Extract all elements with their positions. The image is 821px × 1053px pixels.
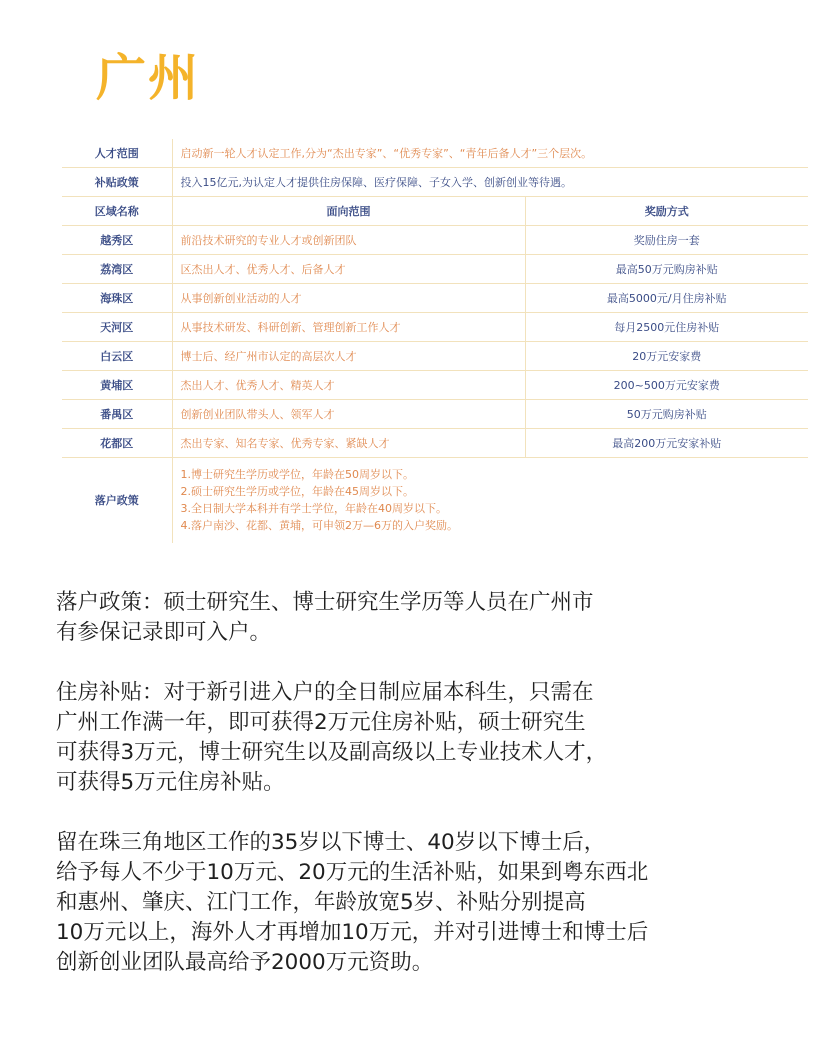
target-scope: 从事技术研发、科研创新、管理创新工作人才 (172, 312, 525, 341)
reward-method: 20万元安家费 (525, 341, 808, 370)
settlement-paragraph (56, 588, 816, 648)
reward-method: 最高200万元安家补贴 (525, 428, 808, 457)
text-line: 给予每人不少于10万元、20万元的生活补贴，如果到粤东西北 (56, 860, 649, 885)
table-row (62, 341, 808, 370)
talent-scope-row (62, 139, 808, 167)
target-scope: 前沿技术研究的专业人才或创新团队 (172, 225, 525, 254)
page-title: 广州 (96, 49, 200, 107)
text-line: 和惠州、肇庆、江门工作，年龄放宽5岁、补贴分别提高 (56, 890, 586, 915)
table-row (62, 254, 808, 283)
reward-method: 奖励住房一套 (525, 225, 808, 254)
district-name: 越秀区 (62, 225, 172, 254)
header-scope: 面向范围 (172, 196, 525, 225)
target-scope: 区杰出人才、优秀人才、后备人才 (172, 254, 525, 283)
target-scope: 从事创新创业活动的人才 (172, 283, 525, 312)
hukou-policy-row (62, 457, 808, 543)
housing-subsidy-paragraph (56, 678, 816, 798)
subsidy-policy-row (62, 167, 808, 196)
text-line: 可获得5万元住房补贴。 (56, 770, 285, 795)
list-item: 4.落户南沙、花都、黄埔，可申领2万—6万的入户奖励。 (180, 519, 458, 533)
hukou-policy-list (172, 457, 808, 543)
table-row (62, 399, 808, 428)
pearl-river-delta-paragraph (56, 828, 816, 978)
header-district: 区域名称 (62, 196, 172, 225)
talent-scope-text: 启动新一轮人才认定工作,分为“杰出专家”、“优秀专家”、“青年后备人才”三个层次。 (172, 139, 808, 167)
text-line: 10万元以上，海外人才再增加10万元，并对引进博士和博士后 (56, 920, 649, 945)
table-row (62, 370, 808, 399)
target-scope: 杰出专家、知名专家、优秀专家、紧缺人才 (172, 428, 525, 457)
table-header-row (62, 196, 808, 225)
text-line: 有参保记录即可入户。 (56, 620, 272, 645)
text-line: 广州工作满一年，即可获得2万元住房补贴，硕士研究生 (56, 710, 586, 735)
table-row (62, 283, 808, 312)
talent-scope-label: 人才范围 (62, 139, 172, 167)
reward-method: 最高50万元购房补贴 (525, 254, 808, 283)
reward-method: 200~500万元安家费 (525, 370, 808, 399)
target-scope: 博士后、经广州市认定的高层次人才 (172, 341, 525, 370)
district-name: 白云区 (62, 341, 172, 370)
list-item: 2.硕士研究生学历或学位，年龄在45周岁以下。 (180, 485, 414, 499)
district-name: 黄埔区 (62, 370, 172, 399)
table-row (62, 225, 808, 254)
hukou-policy-label: 落户政策 (62, 457, 172, 543)
list-item: 1.博士研究生学历或学位，年龄在50周岁以下。 (180, 468, 414, 482)
list-item: 3.全日制大学本科并有学士学位，年龄在40周岁以下。 (180, 502, 447, 516)
talent-policy-table (62, 139, 808, 543)
district-name: 花都区 (62, 428, 172, 457)
text-line: 落户政策：硕士研究生、博士研究生学历等人员在广州市 (56, 590, 594, 615)
subsidy-policy-label: 补贴政策 (62, 167, 172, 196)
district-name: 天河区 (62, 312, 172, 341)
policy-description (56, 588, 816, 1008)
district-name: 番禺区 (62, 399, 172, 428)
text-line: 可获得3万元，博士研究生以及副高级以上专业技术人才， (56, 740, 608, 765)
district-name: 海珠区 (62, 283, 172, 312)
reward-method: 50万元购房补贴 (525, 399, 808, 428)
text-line: 创新创业团队最高给予2000万元资助。 (56, 950, 434, 975)
reward-method: 每月2500元住房补贴 (525, 312, 808, 341)
text-line: 留在珠三角地区工作的35岁以下博士、40岁以下博士后， (56, 830, 606, 855)
target-scope: 杰出人才、优秀人才、精英人才 (172, 370, 525, 399)
table-row (62, 428, 808, 457)
district-name: 荔湾区 (62, 254, 172, 283)
text-line: 住房补贴：对于新引进入户的全日制应届本科生，只需在 (56, 680, 594, 705)
header-reward: 奖励方式 (525, 196, 808, 225)
target-scope: 创新创业团队带头人、领军人才 (172, 399, 525, 428)
reward-method: 最高5000元/月住房补贴 (525, 283, 808, 312)
table-row (62, 312, 808, 341)
subsidy-policy-text: 投入15亿元,为认定人才提供住房保障、医疗保障、子女入学、创新创业等待遇。 (172, 167, 808, 196)
